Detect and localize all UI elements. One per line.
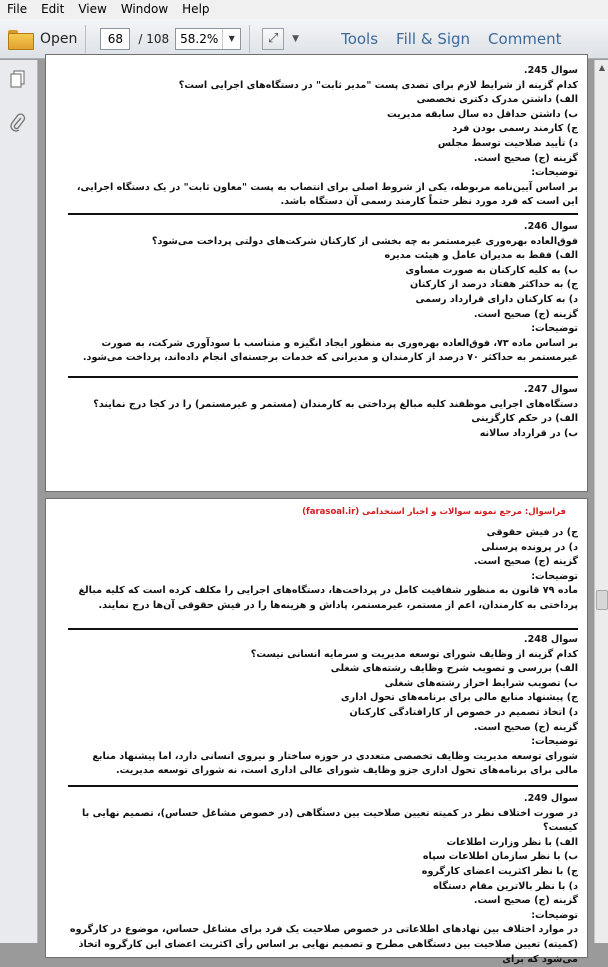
option: ب) تصویب شرایط احراز رشته‌های شغلی xyxy=(384,677,578,689)
option: الف) با نظر وزارت اطلاعات xyxy=(446,836,578,848)
option: الف) داشتن مدرک دکتری تخصصی xyxy=(416,94,578,106)
pdf-page xyxy=(45,498,588,965)
scrollbar-thumb[interactable] xyxy=(596,590,608,610)
explanation-text: در موارد اختلاف بین نهادهای اطلاعاتی در خصوص صلاحیت یک فرد برای مشاغل حساس، موضوع در کارگروه (کمیته) تعیین صلاحیت بین دستگاهی مطرح و تصمیم نهایی بر اساس رأی اکثریت اعضای این کارگروه اتخاذ می‌شود که برای xyxy=(69,924,578,965)
question-number: سوال 249. xyxy=(523,793,578,804)
question-text: کدام گزینه از وظایف شورای توسعه مدیریت و سرمایه انسانی نیست؟ xyxy=(250,648,578,660)
question-247-continued xyxy=(68,526,578,614)
pages-icon[interactable] xyxy=(8,68,28,90)
header-brand: فراسوال: مرجع نمونه سوالات و اخبار استخدامی (farasoal.ir) xyxy=(302,507,566,517)
chevron-down-icon[interactable]: ▼ xyxy=(222,29,240,49)
question-number: سوال 248. xyxy=(523,634,578,645)
option: الف) در حکم کارگزینی xyxy=(471,413,578,425)
zoom-select[interactable] xyxy=(175,28,241,50)
option: د) با نظر بالاترین مقام دستگاه xyxy=(433,880,578,892)
question-number: سوال 245. xyxy=(523,65,578,76)
option: د) در پرونده پرسنلی xyxy=(481,541,578,553)
answer: گزینه (ج) صحیح است. xyxy=(473,152,578,164)
zoom-value[interactable]: 58.2% xyxy=(180,31,219,46)
document-viewport[interactable] xyxy=(39,60,594,965)
vertical-scrollbar[interactable] xyxy=(594,60,608,943)
question-text: در صورت اختلاف نظر در کمیته تعیین صلاحیت بین دستگاهی (در خصوص مشاغل حساس)، تصمیم نهایی با کیست؟ xyxy=(82,807,578,834)
divider-rule xyxy=(68,628,578,630)
question-247 xyxy=(68,383,578,441)
divider-rule xyxy=(68,785,578,787)
option: الف) بررسی و تصویب شرح وظایف رشته‌های شغلی xyxy=(330,663,578,675)
option: ب) به کلیه کارکنان به صورت مساوی xyxy=(405,264,578,276)
question-text: کدام گزینه از شرایط لازم برای تصدی پست "مدیر ثابت" در دستگاه‌های اجرایی است؟ xyxy=(178,79,578,91)
open-button-label: Open xyxy=(40,30,78,47)
navigation-panel xyxy=(0,60,38,943)
toolbar-menu-icon[interactable]: ▼ xyxy=(292,33,300,44)
option: ج) در فیش حقوقی xyxy=(486,527,578,538)
answer: گزینه (ج) صحیح است. xyxy=(473,721,578,733)
answer: گزینه (ج) صحیح است. xyxy=(473,895,578,907)
explanation-text: بر اساس آیین‌نامه مربوطه، یکی از شروط اصلی برای انتصاب به پست "معاون ثابت" در یک دستگاه اجرایی، این است که فرد مورد نظر حتماً کارمند رسمی آن دستگاه باشد. xyxy=(76,181,578,208)
explanation-label: توضیحات: xyxy=(531,323,578,335)
explanation-text: شورای توسعه مدیریت وظایف تخصصی متعددی در حوزه ساختار و نیروی انسانی دارد، اما پیشنهاد منابع مالی برای برنامه‌های تحول اداری جزو وظایف شورای عالی اداری است، نه شورای توسعه مدیریت. xyxy=(92,750,578,777)
divider-rule xyxy=(68,376,578,378)
menu-view[interactable]: View xyxy=(78,2,107,16)
divider-rule xyxy=(68,213,578,215)
question-248 xyxy=(68,633,578,779)
open-button[interactable] xyxy=(8,24,77,54)
toolbar-divider xyxy=(249,25,250,53)
toolbar xyxy=(0,19,608,59)
explanation-label: توضیحات: xyxy=(531,909,578,921)
option: ج) به حداکثر هفتاد درصد از کارکنان xyxy=(409,279,578,291)
attachment-icon[interactable] xyxy=(8,112,28,134)
option: د) به کارکنان دارای قرارداد رسمی xyxy=(415,293,578,305)
option: ب) در قرارداد سالانه xyxy=(479,427,578,439)
option: ب) داشتن حداقل ده سال سابقه مدیریت xyxy=(387,108,578,120)
question-text: فوق‌العاده بهره‌وری غیرمستمر به چه بخشی از کارکنان شرکت‌های دولتی پرداخت می‌شود؟ xyxy=(151,235,578,247)
question-245 xyxy=(68,64,578,210)
menu-edit[interactable]: Edit xyxy=(41,2,65,16)
question-text: دستگاه‌های اجرایی موظفند کلیه مبالغ پرداختی به کارمندان (مستمر و غیرمستمر) را در کجا درج نمایند؟ xyxy=(93,398,578,410)
explanation-text: ماده ۷۹ قانون به منظور شفافیت کامل در پرداخت‌ها، دستگاه‌های اجرایی را مکلف کرده است که کلیه مبالغ پرداختی به کارمندان، اعم از مستمر، غیرمستمر، پاداش و هزینه‌ها را در فیش حقوقی آن‌ها درج نمایند. xyxy=(78,585,578,611)
explanation-label: توضیحات: xyxy=(531,570,578,582)
option: الف) فقط به مدیران عامل و هیئت مدیره xyxy=(384,250,578,262)
option: د) تأیید صلاحیت توسط مجلس xyxy=(437,137,578,149)
explanation-label: توضیحات: xyxy=(531,167,578,179)
menu-help[interactable]: Help xyxy=(182,2,210,16)
page-number-input[interactable]: 68 xyxy=(100,28,130,50)
fill-sign-link[interactable]: Fill & Sign xyxy=(396,29,471,48)
option: ج) کارمند رسمی بودن فرد xyxy=(452,123,578,135)
option: ج) با نظر اکثریت اعضای کارگروه xyxy=(421,865,578,877)
tools-link[interactable]: Tools xyxy=(341,29,379,48)
answer: گزینه (ج) صحیح است. xyxy=(473,308,578,320)
fit-page-icon[interactable]: ⤢ xyxy=(262,28,284,50)
question-number: سوال 246. xyxy=(523,221,578,232)
question-246 xyxy=(68,220,578,366)
pdf-page xyxy=(45,54,588,492)
menu-window[interactable]: Window xyxy=(120,2,169,16)
option: ب) با نظر سازمان اطلاعات سپاه xyxy=(422,851,578,863)
answer: گزینه (ج) صحیح است. xyxy=(473,556,578,568)
explanation-text: بر اساس ماده ۷۳، فوق‌العاده بهره‌وری به منظور ایجاد انگیزه و متناسب با سودآوری شرکت، به صورت غیرمستمر به حداکثر ۷۰ درصد از کارمندان و مدیرانی که خدمات برجسته‌ای انجام داده‌اند، پرداخت می‌شود. xyxy=(82,337,578,364)
question-249 xyxy=(68,792,578,967)
folder-icon xyxy=(8,30,32,48)
scroll-up-icon[interactable]: ▲ xyxy=(598,62,606,72)
comment-link[interactable]: Comment xyxy=(488,29,562,48)
question-number: سوال 247. xyxy=(523,384,578,395)
option: ج) پیشنهاد منابع مالی برای برنامه‌های تحول اداری xyxy=(340,692,578,704)
explanation-label: توضیحات: xyxy=(531,736,578,748)
menu-bar xyxy=(0,0,608,19)
menu-file[interactable]: File xyxy=(7,2,28,16)
page-total: / 108 xyxy=(138,31,170,46)
toolbar-divider xyxy=(85,25,86,53)
option: د) اتخاذ تصمیم در خصوص از کارافتادگی کارکنان xyxy=(349,706,578,718)
